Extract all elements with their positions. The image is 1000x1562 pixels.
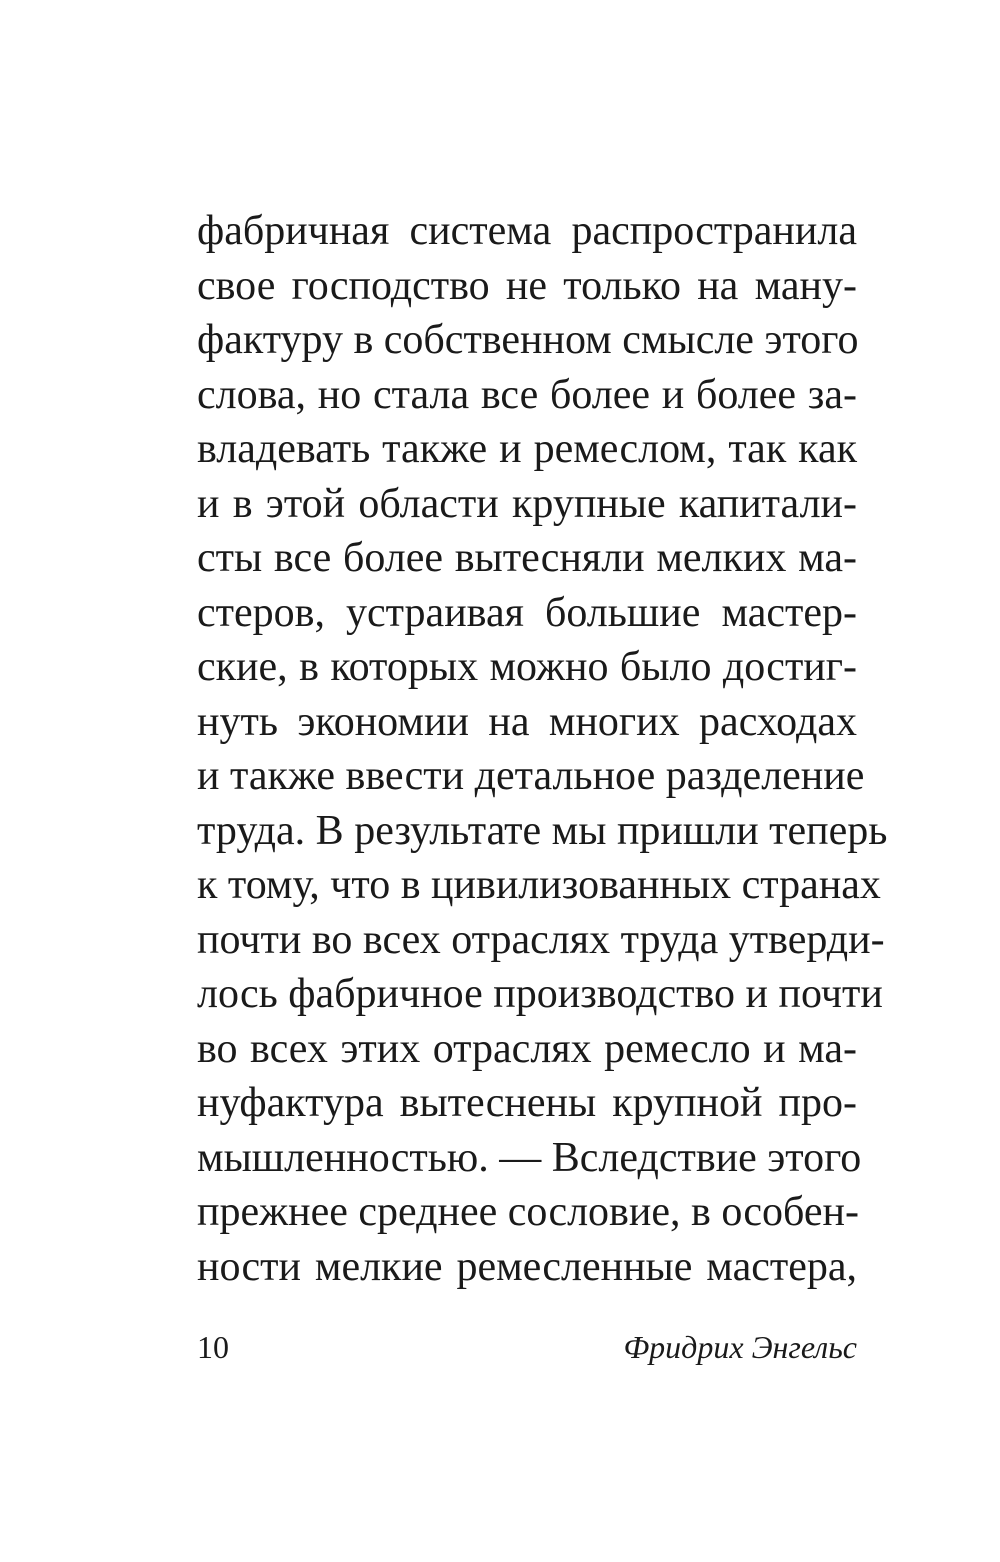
running-title: Фридрих Энгельс: [623, 1329, 857, 1365]
text-line: слова, но стала все более и более за-: [197, 371, 857, 418]
text-line: и также ввести детальное разделение: [197, 753, 865, 799]
text-line: нуфактура вытеснены крупной про-: [197, 1080, 857, 1126]
text-line: свое господство не только на ману-: [197, 262, 857, 309]
text-line: лось фабричное производство и почти: [197, 971, 883, 1017]
text-line: труда. В результате мы пришли теперь: [197, 807, 888, 854]
body-text: [197, 204, 888, 1294]
text-line: прежнее среднее сословие, в особен-: [197, 1189, 859, 1235]
text-line: к тому, что в цивилизованных странах: [197, 862, 881, 908]
text-line: и в этой области крупные капитали-: [197, 480, 857, 527]
text-line: сты все более вытесняли мелких ма-: [197, 535, 857, 581]
text-line: фактуру в собственном смысле этого: [197, 317, 859, 363]
text-line: фабричная система распространила: [197, 208, 857, 254]
text-line: стеров, устраивая большие мастер-: [197, 589, 857, 636]
text-line: владевать также и ремеслом, так как: [197, 426, 857, 472]
text-line: почти во всех отраслях труда утверди-: [197, 916, 885, 963]
text-line: во всех этих отраслях ремесло и ма-: [197, 1025, 857, 1072]
text-line: ские, в которых можно было достиг-: [197, 644, 857, 690]
text-line: мышленностью. — Вследствие этого: [197, 1134, 862, 1181]
page-footer: [197, 1322, 857, 1372]
page-number: 10: [197, 1329, 229, 1365]
text-line: ности мелкие ремесленные мастера,: [197, 1243, 857, 1290]
text-line: нуть экономии на многих расходах: [197, 698, 857, 745]
